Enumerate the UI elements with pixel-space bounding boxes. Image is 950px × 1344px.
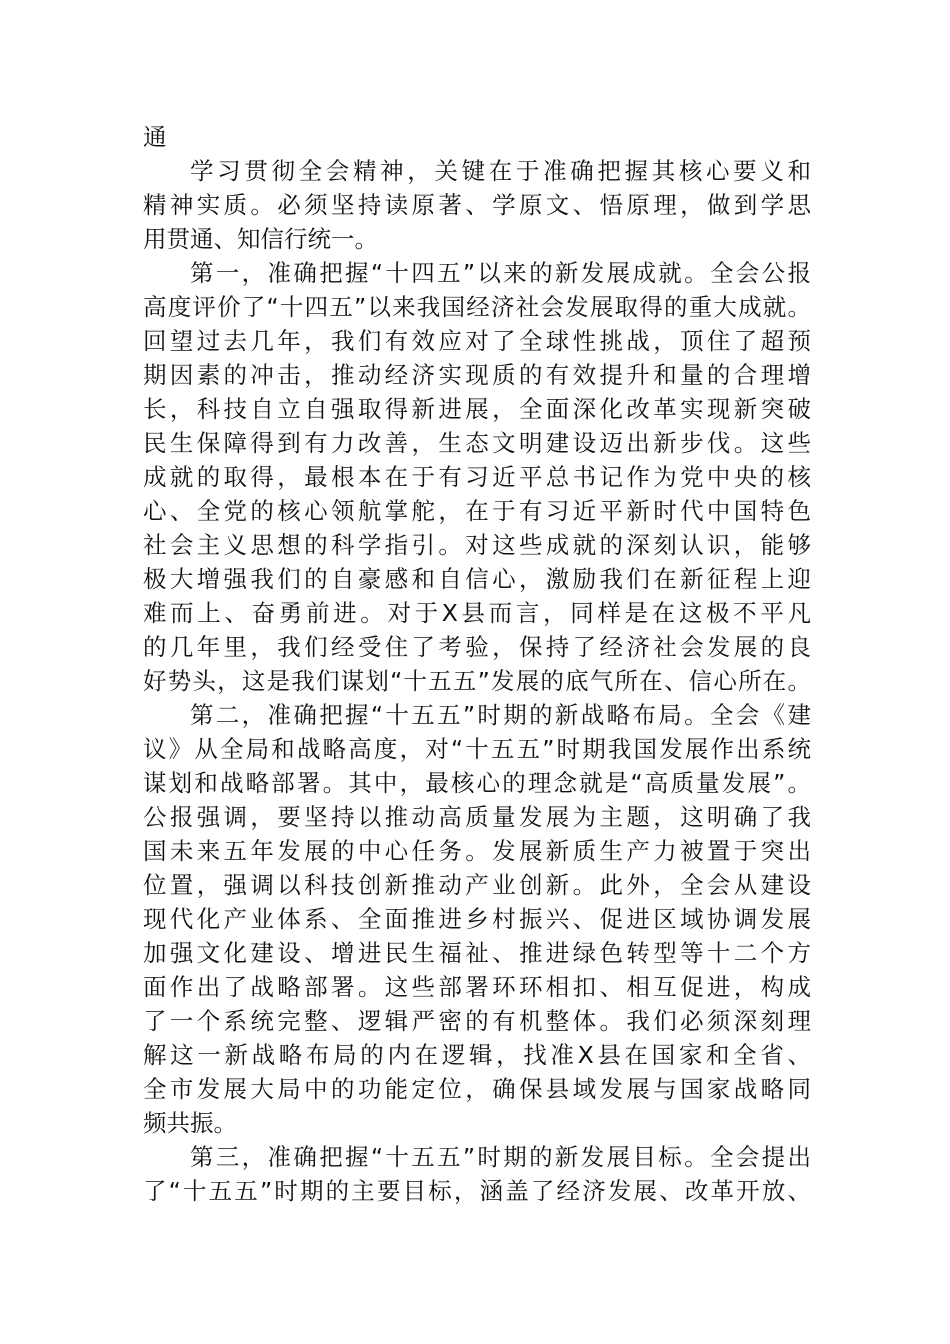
text-line: 回望过去几年，我们有效应对了全球性挑战，顶住了超预 [143,327,811,355]
text-line: 解这一新战略布局的内在逻辑，找准X县在国家和全省、 [143,1041,811,1069]
text-line: 了一个系统完整、逻辑严密的有机整体。我们必须深刻理 [143,1007,811,1035]
text-line: 长，科技自立自强取得新进展，全面深化改革实现新突破 [143,395,811,423]
document-page [143,122,811,1210]
text-line: 期因素的冲击，推动经济实现质的有效提升和量的合理增 [143,361,811,389]
text-line: 精神实质。必须坚持读原著、学原文、悟原理，做到学思 [143,191,811,219]
text-line: 议》从全局和战略高度，对“十五五”时期我国发展作出系统 [143,735,811,763]
text-line: 谋划和战略部署。其中，最核心的理念就是“高质量发展”。 [143,769,811,797]
paragraph-first-line: 学习贯彻全会精神，关键在于准确把握其核心要义和 [190,157,811,185]
paragraph-first-line: 第三，准确把握“十五五”时期的新发展目标。全会提出 [190,1143,811,1171]
text-line: 通 [143,123,167,151]
text-line: 心、全党的核心领航掌舵，在于有习近平新时代中国特色 [143,497,811,525]
text-line: 加强文化建设、增进民生福祉、推进绿色转型等十二个方 [143,939,811,967]
text-line: 了“十五五”时期的主要目标，涵盖了经济发展、改革开放、 [143,1177,811,1205]
text-line: 位置，强调以科技创新推动产业创新。此外，全会从建设 [143,871,811,899]
text-line: 面作出了战略部署。这些部署环环相扣、相互促进，构成 [143,973,811,1001]
text-line: 国未来五年发展的中心任务。发展新质生产力被置于突出 [143,837,811,865]
text-line: 难而上、奋勇前进。对于X县而言，同样是在这极不平凡 [143,599,811,627]
text-line: 好势头，这是我们谋划“十五五”发展的底气所在、信心所在。 [143,667,811,695]
text-line: 公报强调，要坚持以推动高质量发展为主题，这明确了我 [143,803,811,831]
text-line: 频共振。 [143,1109,237,1137]
text-line: 社会主义思想的科学指引。对这些成就的深刻认识，能够 [143,531,811,559]
text-line: 用贯通、知信行统一。 [143,225,378,253]
text-line: 成就的取得，最根本在于有习近平总书记作为党中央的核 [143,463,811,491]
text-line: 极大增强我们的自豪感和自信心，激励我们在新征程上迎 [143,565,811,593]
paragraph-first-line: 第二，准确把握“十五五”时期的新战略布局。全会《建 [190,701,811,729]
text-line: 全市发展大局中的功能定位，确保县域发展与国家战略同 [143,1075,811,1103]
text-line: 高度评价了“十四五”以来我国经济社会发展取得的重大成就。 [143,293,811,321]
text-line: 民生保障得到有力改善，生态文明建设迈出新步伐。这些 [143,429,811,457]
text-line: 的几年里，我们经受住了考验，保持了经济社会发展的良 [143,633,811,661]
paragraph-first-line: 第一，准确把握“十四五”以来的新发展成就。全会公报 [190,259,811,287]
text-line: 现代化产业体系、全面推进乡村振兴、促进区域协调发展 [143,905,811,933]
